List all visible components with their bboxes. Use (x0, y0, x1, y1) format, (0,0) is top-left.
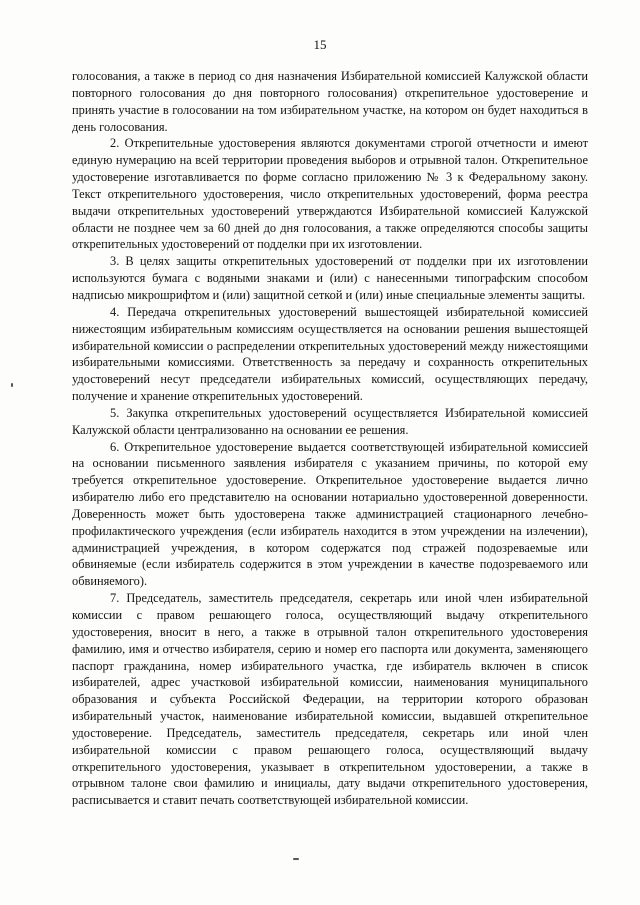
page-number: 15 (313, 37, 327, 52)
paragraph-7: 7. Председатель, заместитель председателя, секретарь или иной член избирательной комиссии с правом решающего голоса, осуществляющий выдачу открепительного удостоверения, вносит в него, а также в отрывной талон открепительного удостоверения фамилию, имя и отчество избирателя, серию и номер его паспорта или документа, заменяющего паспорт гражданина, номер избирательного участка, где избиратель включен в список избирателей, адрес участковой избирательной комиссии, наименования муниципального образования и субъекта Российской Федерации, на территории которого образован избирательный участок, наименование избирательной комиссии, выдавшей открепительное удостоверение. Председатель, заместитель председателя, секретарь или иной член избирательной комиссии с правом решающего голоса, осуществляющий выдачу открепительного удостоверения, указывает в открепительном удостоверении, а также в отрывном талоне свои фамилию и инициалы, дату выдачи открепительного удостоверения, расписывается и ставит печать соответствующей избирательной комиссии. (72, 591, 588, 808)
paragraph-6: 6. Открепительное удостоверение выдается соответствующей избирательной комиссией на основании письменного заявления избирателя с указанием причины, по которой ему требуется открепительное удостоверение. Открепительное удостоверение выдается лично избирателю либо его представителю на основании нотариально удостоверенной доверенности. Доверенность может быть удостоверена также администрацией стационарного лечебно-профилактического учреждения (если избиратель находится в этом учреждении на излечении), администрацией учреждения, в котором содержатся под стражей подозреваемые или обвиняемые (если избиратель содержится в этом учреждении в качестве подозреваемого или обвиняемого). (72, 439, 588, 589)
body-text (72, 68, 588, 809)
paragraph-5: 5. Закупка открепительных удостоверений осуществляется Избирательной комиссией Калужской области централизованно на основании ее решения. (72, 405, 588, 437)
scan-speck (11, 383, 13, 387)
paragraph-3: 3. В целях защиты открепительных удостоверений от подделки при их изготовлении используются бумага с водяными знаками и (или) с нанесенными типографским способом надписью микрошрифтом и (или) защитной сеткой и (или) иные специальные элементы защиты. (72, 254, 588, 302)
paragraph-2: 2. Открепительные удостоверения являются документами строгой отчетности и имеют единую нумерацию на всей территории проведения выборов и отрывной талон. Открепительное удостоверение изготавливается по форме согласно приложению № 3 к Федеральному закону. Текст открепительного удостоверения, число открепительных удостоверений, форма реестра выдачи открепительных удостоверений утверждаются Избирательной комиссией Калужской области не позднее чем за 60 дней до дня голосования, а также определяются способы защиты открепительных удостоверений от подделки при их изготовлении. (72, 136, 588, 252)
scan-speck (293, 858, 299, 860)
paragraph-continuation: голосования, а также в период со дня назначения Избирательной комиссией Калужской области повторного голосования до дня повторного голосования) открепительное удостоверение и принять участие в голосовании на том избирательном участке, на котором он будет находиться в день голосования. (72, 69, 588, 134)
paragraph-4: 4. Передача открепительных удостоверений вышестоящей избирательной комиссией нижестоящим избирательным комиссиям осуществляется на основании решения вышестоящей избирательной комиссии о распределении открепительных удостоверений между нижестоящими избирательными комиссиями. Ответственность за передачу и сохранность открепительных удостоверений несут председатели избирательных комиссий, осуществляющих передачу, получение и хранение открепительных удостоверений. (72, 304, 588, 404)
